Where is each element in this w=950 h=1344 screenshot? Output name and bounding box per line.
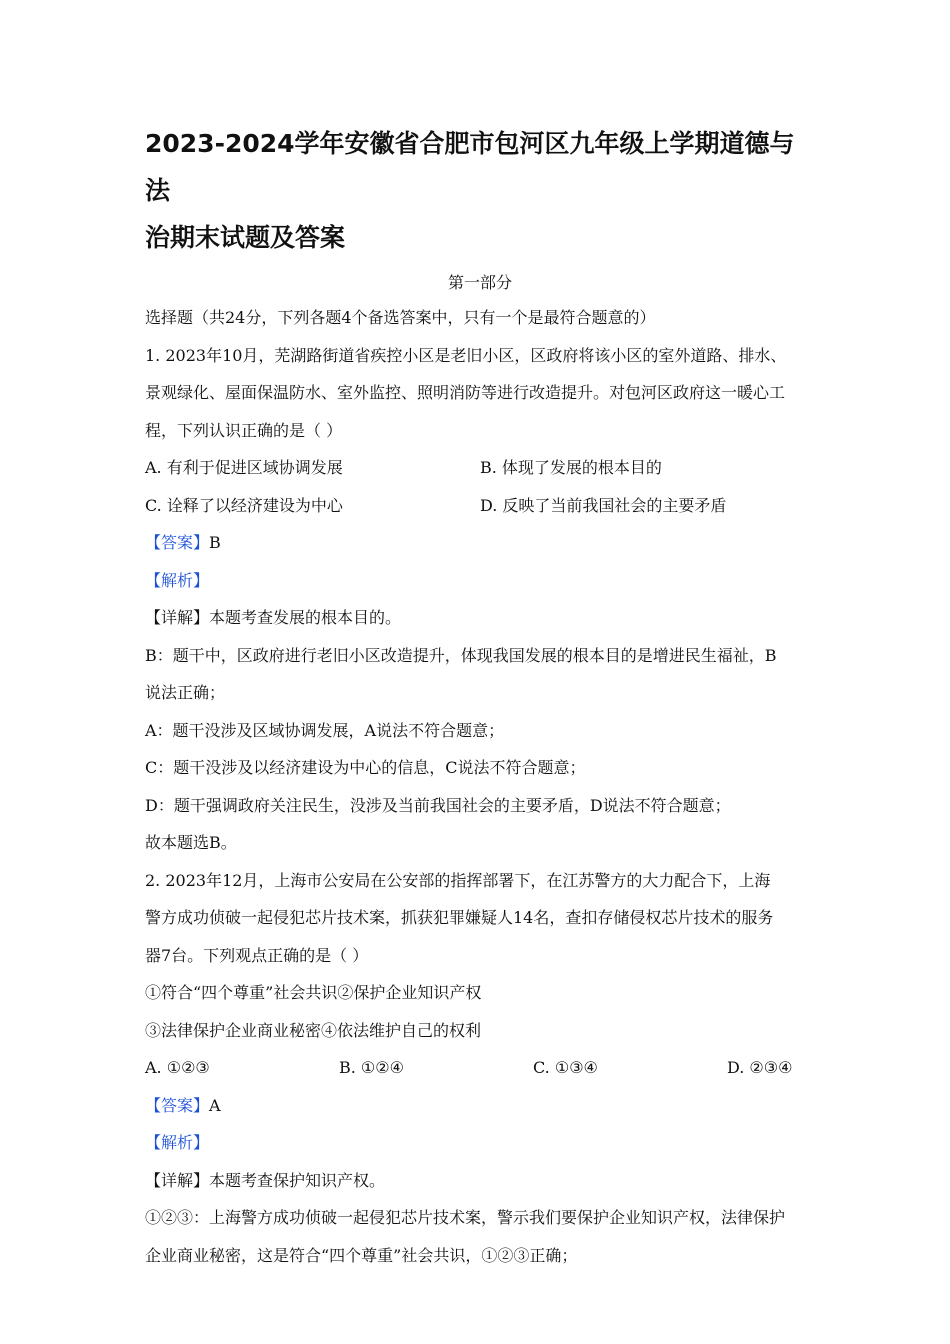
answer-tag: 【答案】 — [145, 533, 210, 552]
question-stem-line: 警方成功侦破一起侵犯芯片技术案，抓获犯罪嫌疑人14名，查扣存储侵权芯片技术的服务 — [145, 908, 774, 927]
analysis-tag: 【解析】 — [145, 570, 210, 590]
option-a: A. 有利于促进区域协调发展 — [145, 458, 343, 477]
answer-line — [145, 1087, 815, 1125]
detail-line — [145, 1162, 815, 1200]
explanation-line: 企业商业秘密，这是符合“四个尊重”社会共识，①②③正确； — [145, 1245, 578, 1265]
question-stem-line: 1. 2023年10月，芜湖路街道省疾控小区是老旧小区，区政府将该小区的室外道路、排水、 — [145, 345, 787, 365]
explanation-line: ①②③：上海警方成功侦破一起侵犯芯片技术案，警示我们要保护企业知识产权，法律保护 — [145, 1208, 786, 1227]
detail-tag: 【详解】 — [145, 1170, 210, 1190]
statement-line: ①符合“四个尊重”社会共识②保护企业知识产权 — [145, 983, 482, 1002]
answer-line — [145, 524, 815, 562]
explanation-line: A：题干没涉及区域协调发展，A说法不符合题意； — [145, 720, 505, 740]
option-b: B. ①②④ — [339, 1058, 404, 1077]
explanation-line: B：题干中，区政府进行老旧小区改造提升，体现我国发展的根本目的是增进民生福祉，B — [145, 645, 777, 665]
question-stem-line: 器7台。下列观点正确的是（ ） — [145, 945, 369, 965]
question-1 — [145, 337, 815, 862]
question-stem-line: 2. 2023年12月，上海市公安局在公安部的指挥部署下，在江苏警方的大力配合下，上海 — [145, 870, 771, 890]
detail-tag: 【详解】 — [145, 608, 210, 627]
option-c: C. ①③④ — [533, 1058, 598, 1077]
answer-value: A — [209, 1095, 221, 1115]
options-row — [145, 487, 815, 525]
question-stem-line: 景观绿化、屋面保温防水、室外监控、照明消防等进行改造提升。对包河区政府这一暖心工 — [145, 383, 786, 402]
question-stem-line: 程，下列认识正确的是（ ） — [145, 420, 343, 440]
option-a: A. ①②③ — [145, 1058, 210, 1077]
section-title: 第一部分 — [447, 273, 512, 292]
answer-tag: 【答案】 — [145, 1095, 210, 1115]
document-page — [145, 120, 815, 1274]
options-row — [145, 1049, 815, 1087]
detail-text: 本题考查保护知识产权。 — [209, 1170, 386, 1190]
statement-line: ③法律保护企业商业秘密④依法维护自己的权利 — [145, 1020, 482, 1040]
option-c: C. 诠释了以经济建设为中心 — [145, 495, 343, 515]
analysis-tag: 【解析】 — [145, 1133, 210, 1152]
detail-text: 本题考查发展的根本目的。 — [209, 608, 402, 627]
option-d: D. 反映了当前我国社会的主要矛盾 — [480, 495, 727, 515]
option-b: B. 体现了发展的根本目的 — [480, 458, 662, 477]
explanation-line: 故本题选B。 — [145, 833, 237, 852]
instructions: 选择题（共24分，下列各题4个备选答案中，只有一个是最符合题意的） — [145, 308, 656, 327]
question-2 — [145, 862, 815, 1275]
title-line-1: 2023-2024学年安徽省合肥市包河区九年级上学期道德与法 — [145, 129, 795, 205]
explanation-line: C：题干没涉及以经济建设为中心的信息，C说法不符合题意； — [145, 758, 586, 777]
explanation-line: D：题干强调政府关注民生，没涉及当前我国社会的主要矛盾，D说法不符合题意； — [145, 795, 731, 815]
explanation-line: 说法正确； — [145, 683, 226, 702]
options-row — [145, 449, 815, 487]
title-line-2: 治期末试题及答案 — [145, 223, 346, 252]
document-title — [145, 120, 815, 261]
option-d: D. ②③④ — [727, 1058, 793, 1077]
detail-line — [145, 599, 815, 637]
answer-value: B — [209, 533, 221, 552]
